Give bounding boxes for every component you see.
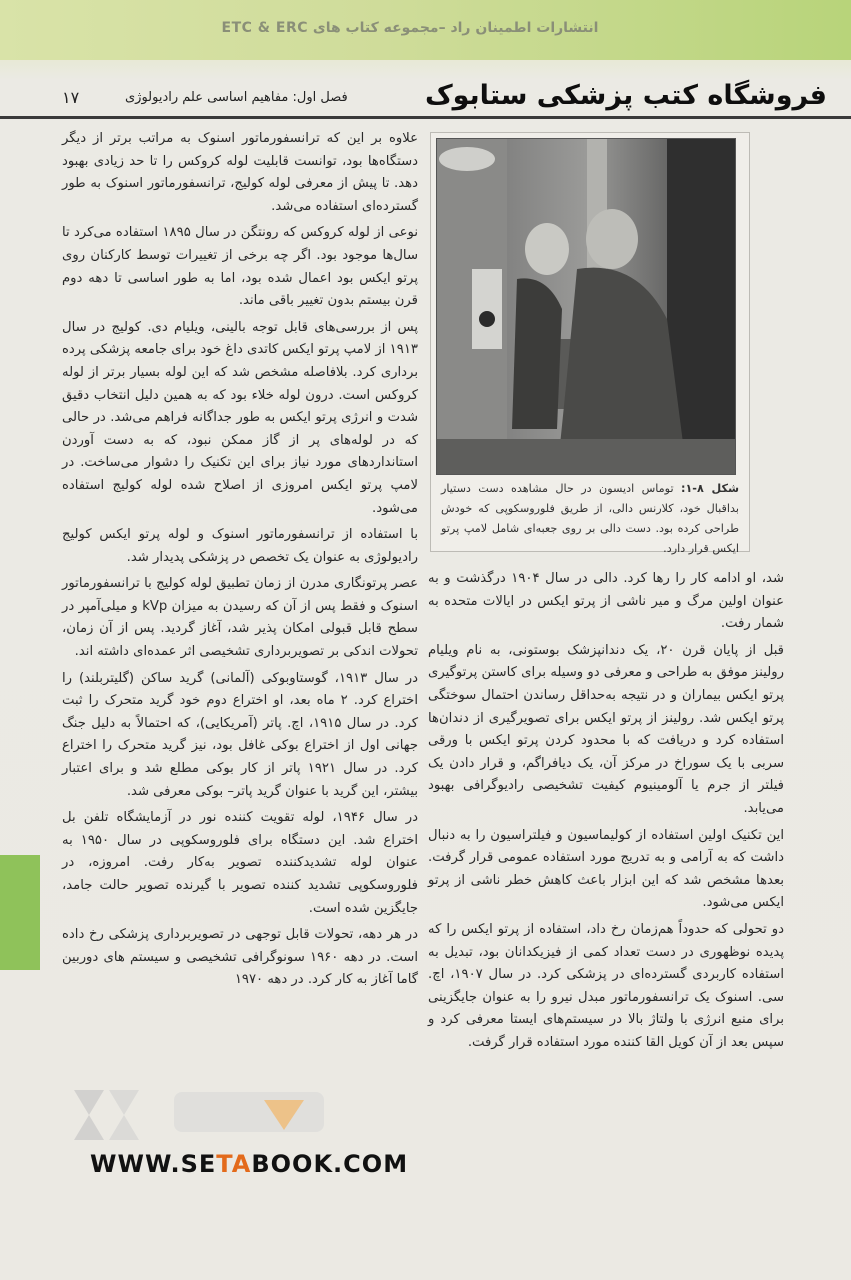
paragraph: در سال ۱۹۱۳، گوستاوبوکی (آلمانی) گرید ساکن (گلیتربلند) را اختراع کرد. ۲ ماه بعد، او اختراع دوم خود گرید متحرک را ثبت کرد. در سال ۱۹۱۵، اچ. پاتر (آمریکایی)، که احتمالاً به دلیل جنگ جهانی اول از اختراع بوکی غافل بود، نیز گرید متحرک را اختراع کرد. در سال ۱۹۲۱ پاتر از کار بوکی مطلع شد و برای اعتبار بیشتر، این گرید با عنوان گرید پاتر– بوکی معرفی شد. — [62, 670, 419, 799]
right-column — [428, 568, 784, 1058]
header-rule — [0, 116, 851, 119]
store-title: فروشگاه کتب پزشکی ستابوک — [424, 80, 827, 111]
historical-photo — [436, 138, 736, 475]
paragraph: در سال ۱۹۴۶، لوله تقویت کننده نور در آزمایشگاه تلفن بل اختراع شد. این دستگاه برای فلوروسکوپی در سال ۱۹۵۰ به عنوان لوله تشدیدکننده تصویر به‌کار رفت. امروزه، در فلوروسکوپی تشدید کننده تصویر با گیرنده تصویر حالت جامد، جایگزین شده است. — [62, 810, 419, 916]
figure — [430, 132, 750, 555]
figure-caption — [441, 479, 739, 559]
site-url[interactable] — [90, 1150, 408, 1178]
page-number: ۱۷ — [62, 88, 80, 107]
paragraph: نوعی از لوله کروکس که رونتگن در سال ۱۸۹۵ استفاده می‌کرد تا سال‌ها موجود بود. اگر چه برخی از تغییرات توسط کارکنان روی پرتو ایکس بود اعمال شده بود، اما به طور اساسی تا دهه دوم قرن بیستم بدون تغییر باقی ماند. — [62, 225, 418, 309]
paragraph: در هر دهه، تحولات قابل توجهی در تصویربرداری پزشکی رخ داده است. در دهه ۱۹۶۰ سونوگرافی تشخیصی و سیستم های دوربین گاما آغاز به کار کرد. در دهه ۱۹۷۰ — [62, 927, 418, 988]
paragraph: علاوه بر این که ترانسفورماتور اسنوک به مراتب برتر از دیگر دستگاه‌ها بود، توانست قابلیت لوله کروکس را تا حد زیادی بهبود دهد. تا پیش از معرفی لوله کولیج، ترانسفورماتور اسنوک به طور گسترده‌ای استفاده می‌شد. — [62, 131, 418, 214]
paragraph: با استفاده از ترانسفورماتور اسنوک و لوله پرتو ایکس کولیج رادیولوژی به عنوان یک تخصص در پزشکی پدیدار شد. — [62, 527, 418, 565]
series-line: انتشارات اطمینان راد –مجموعه کتاب های ETC & ERC — [221, 20, 599, 36]
setabook-logo-icon — [64, 1080, 364, 1150]
caption-text: توماس ادیسون در حال مشاهده دست دستیار بداقبال خود، کلارنس دالی، از طریق فلوروسکوپی که خودش طراحی کرده بود. دست دالی بر روی جعبه‌ای شامل لامپ پرتو ایکس قرار دارد. — [441, 482, 739, 555]
paragraph: دو تحولی که حدوداً هم‌زمان رخ داد، استفاده از پرتو ایکس را که پدیده نوظهوری در دست تعداد کمی از فیزیکدانان بود، تبدیل به استفاده کاربردی گسترده‌ای در پزشکی کرد. در سال ۱۹۰۷، اچ. سی. اسنوک یک ترانسفورماتور مبدل نیرو را به عنوان جایگزینی برای منبع انرژی با ولتاژ بالا در سیستم‌های ایستا معرفی کرد و سپس بعد از آن کویل القا کننده مورد استفاده قرار گرفت. — [428, 921, 784, 1050]
url-prefix: WWW.SE — [90, 1150, 217, 1178]
paragraph: قبل از پایان قرن ۲۰، یک دندانپزشک بوستونی، به نام ویلیام رولینز موفق به طراحی و معرفی دو وسیله برای کاستن پرتوگیری پرتو ایکس بیماران و در نتیجه به‌حداقل رساندن احتمال سوختگی پرتو ایکس شد. رولینز از پرتو ایکس برای تصویرگیری از دندان‌ها استفاده کرد و دریافت که با محدود کردن پرتو ایکس با ورقی سربی با یک سوراخ در مرکز آن، یک دیافراگم، و قرار دادن یک فیلتر از جرم یا آلومینیوم کیفیت تشخیصی رادیوگرافی بهبود می‌یابد. — [428, 642, 784, 816]
url-accent: TA — [216, 1150, 252, 1178]
paragraph: شد، او ادامه کار را رها کرد. دالی در سال ۱۹۰۴ درگذشت و به عنوان اولین مرگ و میر ناشی از پرتو ایکس در ایالات متحده به شمار رفت. — [428, 571, 785, 632]
caption-label: شکل ۸-۱: — [680, 482, 739, 495]
green-side-tab — [0, 855, 40, 970]
url-suffix: BOOK.COM — [251, 1150, 409, 1178]
paragraph: عصر پرتونگاری مدرن از زمان تطبیق لوله کولیج با ترانسفورماتور اسنوک و فقط پس از آن که رسیدن به میزان kVp و میلی‌آمپر در سطح قابل قبولی امکان پذیر شد، آغاز گردید. پس از آن زمان، تحولات اندکی بر تصویربرداری تشخیصی اثر عمده‌ای داشته اند. — [62, 576, 418, 660]
paragraph: این تکنیک اولین استفاده از کولیماسیون و فیلتراسیون را به دنبال داشت که به آرامی و به تدریج مورد استفاده عمومی قرار گرفت. بعدها مشخص شد که این ابزار باعث کاهش خطر ناشی از پرتو ایکس می‌شود. — [428, 827, 784, 911]
left-column — [62, 128, 418, 996]
chapter-header: فصل اول: مفاهیم اساسی علم رادیولوژی — [125, 90, 348, 105]
paragraph: پس از بررسی‌های قابل توجه بالینی، ویلیام دی. کولیج در سال ۱۹۱۳ از لامپ پرتو ایکس کاتدی داغ خود برای جامعه پزشکی پرده برداری کرد. بلافاصله مشخص شد که این لوله بسیار برتر از لوله کروکس است. درون لوله خلاء بود که به همین دلیل انتخاب دقیق شدت و انرژی پرتو ایکس به طور جداگانه فراهم می‌شد. در حالی که در لوله‌های پر از گاز ممکن نبود، که به دست آوردن استانداردهای مورد نیاز برای این تکنیک را دشوار می‌ساخت. در لامپ پرتو ایکس امروزی از اصلاح شده لوله کولیج استفاده می‌شود. — [62, 319, 418, 516]
